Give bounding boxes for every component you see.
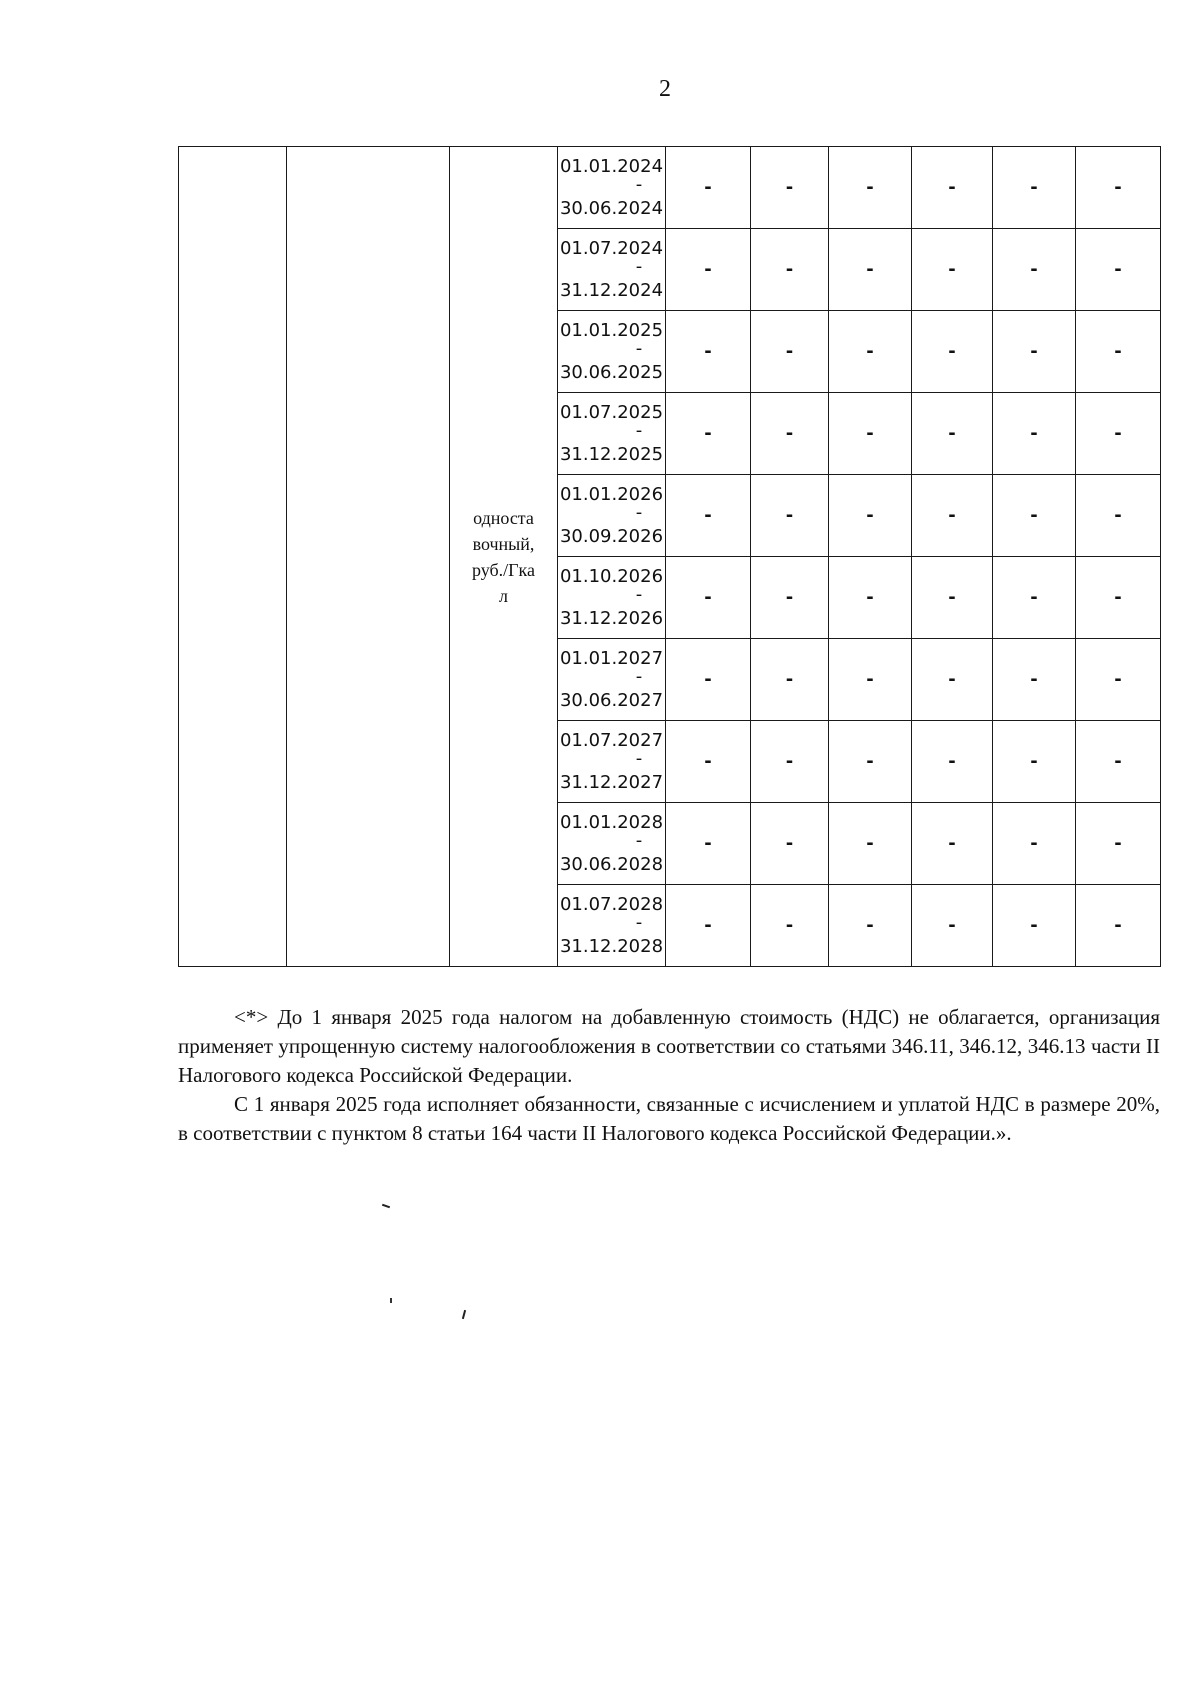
value-cell: - [993, 393, 1076, 475]
value-cell: - [666, 475, 751, 557]
period-start: 01.01.2028 [559, 811, 664, 833]
value-cell: - [751, 393, 829, 475]
value-cell: - [993, 721, 1076, 803]
value-cell: - [912, 393, 993, 475]
period-cell [558, 311, 666, 393]
value-cell: - [1076, 311, 1161, 393]
page-number: 2 [659, 76, 671, 102]
value-cell: - [1076, 639, 1161, 721]
period-start: 01.01.2026 [559, 483, 664, 505]
blank-column-2 [287, 147, 450, 967]
value-cell: - [1076, 557, 1161, 639]
value-cell: - [666, 311, 751, 393]
footnote-paragraph: <*> До 1 января 2025 года налогом на добавленную стоимость (НДС) не облагается, организация применяет упрощенную систему налогообложения в соответствии со статьями 346.11, 346.12, 346.13 части II Налогового кодекса Российской Федерации. [178, 1005, 1160, 1087]
unit-cell [450, 147, 558, 967]
value-cell: - [666, 721, 751, 803]
value-cell: - [1076, 803, 1161, 885]
period-cell [558, 639, 666, 721]
table-row [179, 147, 1161, 229]
value-cell: - [666, 393, 751, 475]
value-cell: - [751, 885, 829, 967]
value-cell: - [993, 475, 1076, 557]
unit-line: вочный, [472, 533, 535, 554]
value-cell: - [912, 721, 993, 803]
value-cell: - [751, 229, 829, 311]
value-cell: - [912, 311, 993, 393]
value-cell: - [751, 721, 829, 803]
period-separator: - [635, 501, 643, 523]
scan-mark [382, 1204, 390, 1209]
period-separator: - [635, 747, 643, 769]
period-separator: - [635, 829, 643, 851]
period-separator: - [635, 255, 643, 277]
value-cell: - [912, 557, 993, 639]
value-cell: - [666, 229, 751, 311]
unit-line: руб./Гка [471, 559, 536, 580]
value-cell: - [829, 557, 912, 639]
value-cell: - [993, 311, 1076, 393]
value-cell: - [993, 557, 1076, 639]
period-end: 31.12.2025 [559, 443, 664, 465]
period-end: 30.09.2026 [559, 525, 664, 547]
period-cell [558, 885, 666, 967]
value-cell: - [993, 229, 1076, 311]
value-cell: - [829, 639, 912, 721]
period-start: 01.07.2025 [559, 401, 664, 423]
period-end: 31.12.2026 [559, 607, 664, 629]
period-end: 30.06.2027 [559, 689, 664, 711]
period-cell [558, 721, 666, 803]
value-cell: - [829, 393, 912, 475]
period-end: 31.12.2027 [559, 771, 664, 793]
unit-line: односта [473, 507, 534, 528]
value-cell: - [1076, 229, 1161, 311]
tariff-table [178, 146, 1161, 967]
period-start: 01.07.2027 [559, 729, 664, 751]
period-separator: - [635, 419, 643, 441]
value-cell: - [912, 229, 993, 311]
period-cell [558, 229, 666, 311]
unit-line: л [499, 585, 508, 606]
value-cell: - [1076, 393, 1161, 475]
table-body [179, 147, 1161, 967]
period-end: 30.06.2024 [559, 197, 664, 219]
value-cell: - [912, 885, 993, 967]
value-cell: - [751, 475, 829, 557]
value-cell: - [829, 475, 912, 557]
period-start: 01.01.2027 [559, 647, 664, 669]
period-start: 01.07.2028 [559, 893, 664, 915]
value-cell: - [666, 557, 751, 639]
period-end: 30.06.2028 [559, 853, 664, 875]
value-cell: - [666, 639, 751, 721]
scan-mark [390, 1298, 392, 1303]
value-cell: - [912, 639, 993, 721]
period-start: 01.07.2024 [559, 237, 664, 259]
value-cell: - [1076, 475, 1161, 557]
value-cell: - [829, 311, 912, 393]
period-separator: - [635, 911, 643, 933]
scan-mark [462, 1310, 466, 1319]
period-separator: - [635, 665, 643, 687]
value-cell: - [829, 803, 912, 885]
value-cell: - [1076, 147, 1161, 229]
value-cell: - [666, 803, 751, 885]
value-cell: - [912, 147, 993, 229]
value-cell: - [993, 639, 1076, 721]
period-cell [558, 557, 666, 639]
period-start: 01.01.2024 [559, 155, 664, 177]
period-separator: - [635, 337, 643, 359]
value-cell: - [751, 311, 829, 393]
value-cell: - [751, 557, 829, 639]
value-cell: - [829, 721, 912, 803]
value-cell: - [666, 885, 751, 967]
value-cell: - [829, 885, 912, 967]
value-cell: - [751, 639, 829, 721]
period-start: 01.01.2025 [559, 319, 664, 341]
period-cell [558, 475, 666, 557]
value-cell: - [993, 803, 1076, 885]
value-cell: - [666, 147, 751, 229]
value-cell: - [1076, 885, 1161, 967]
value-cell: - [751, 803, 829, 885]
value-cell: - [993, 885, 1076, 967]
period-cell [558, 393, 666, 475]
value-cell: - [751, 147, 829, 229]
period-separator: - [635, 583, 643, 605]
value-cell: - [912, 475, 993, 557]
period-separator: - [635, 173, 643, 195]
nds-paragraph: С 1 января 2025 года исполняет обязанности, связанные с исчислением и уплатой НДС в размере 20%, в соответствии с пунктом 8 статьи 164 части II Налогового кодекса Российской Федерации.». [178, 1092, 1160, 1145]
period-cell [558, 803, 666, 885]
value-cell: - [993, 147, 1076, 229]
period-start: 01.10.2026 [559, 565, 664, 587]
period-end: 31.12.2024 [559, 279, 664, 301]
period-cell [558, 147, 666, 229]
value-cell: - [829, 147, 912, 229]
notes-section [178, 1003, 1160, 1148]
period-end: 30.06.2025 [559, 361, 664, 383]
period-end: 31.12.2028 [559, 935, 664, 957]
value-cell: - [912, 803, 993, 885]
value-cell: - [1076, 721, 1161, 803]
blank-column-1 [179, 147, 287, 967]
value-cell: - [829, 229, 912, 311]
